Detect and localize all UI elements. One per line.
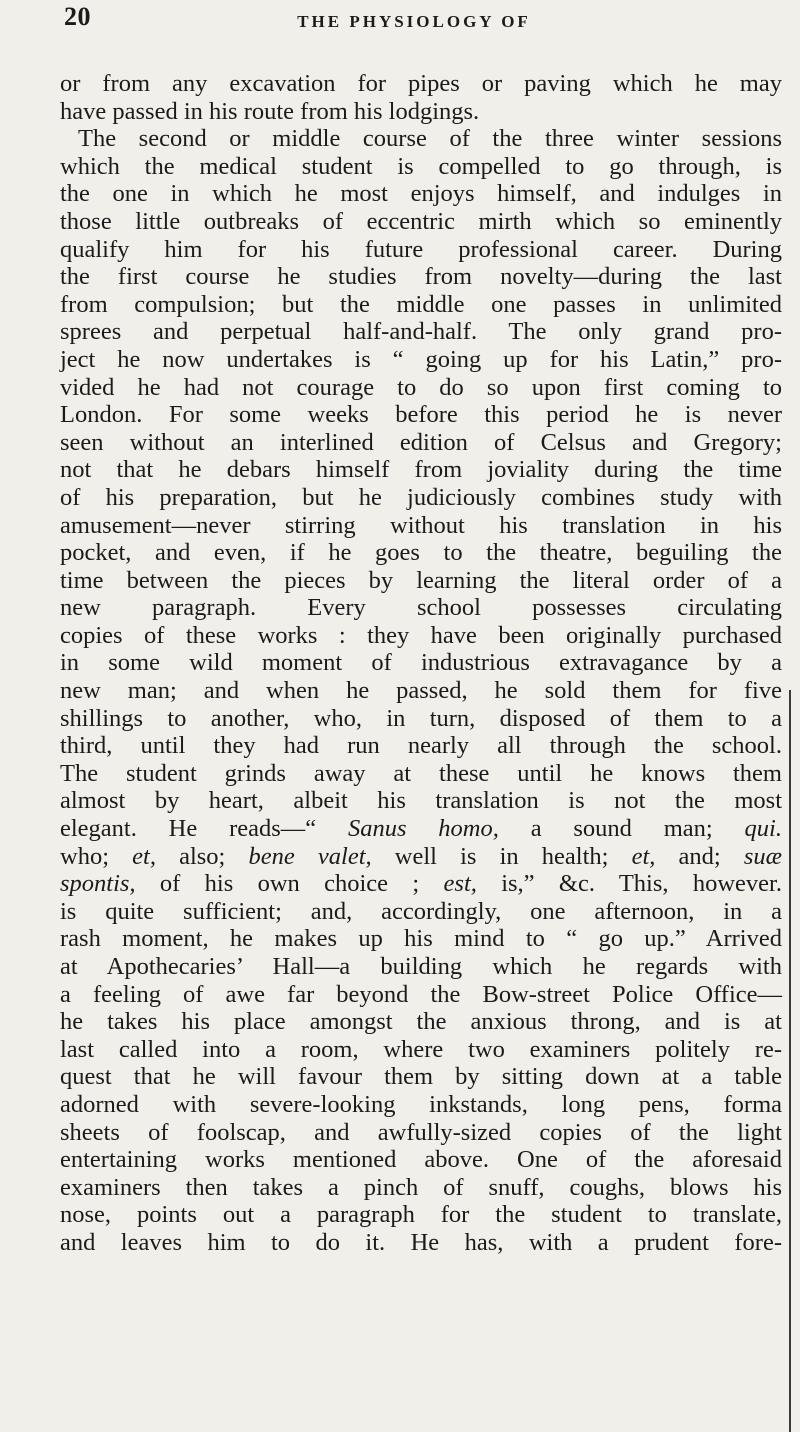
text-line — [60, 1229, 782, 1257]
text-segment: who; — [60, 842, 133, 870]
text-segment: The student grinds away at these until he knows them — [60, 759, 782, 787]
text-segment: adorned with severe-looking inkstands, long pens, forma — [60, 1090, 782, 1118]
text-line — [60, 374, 782, 402]
text-line — [60, 429, 782, 457]
text-line — [60, 677, 782, 705]
text-segment: or from any excavation for pipes or paving which he may — [60, 70, 782, 97]
text-line — [60, 622, 782, 650]
italic-text: Sanus homo, — [347, 815, 499, 843]
text-line — [60, 346, 782, 374]
text-line — [60, 787, 782, 815]
text-segment: also; — [155, 842, 249, 870]
text-segment: examiners then takes a pinch of snuff, coughs, blows his — [60, 1173, 782, 1201]
text-segment: not that he debars himself from joviality during the time — [60, 456, 782, 484]
text-line — [60, 125, 782, 153]
text-line — [60, 870, 782, 898]
running-head: THE PHYSIOLOGY OF — [297, 12, 531, 31]
text-segment: is,” &c. This, however. — [476, 870, 782, 898]
text-line — [60, 180, 782, 208]
text-segment: seen without an interlined edition of Celsus and Gregory; — [60, 428, 782, 456]
text-segment: last called into a room, where two examiners politely re- — [60, 1035, 782, 1063]
text-line — [60, 925, 782, 953]
page-number: 20 — [64, 2, 91, 31]
text-line — [60, 318, 782, 346]
text-segment: he takes his place amongst the anxious throng, and is at — [60, 1008, 782, 1036]
text-segment: qualify him for his future professional career. During — [60, 235, 782, 263]
text-segment: third, until they had run nearly all through the school. — [60, 732, 782, 760]
text-line — [60, 1146, 782, 1174]
text-segment: vided he had not courage to do so upon first coming to — [60, 373, 782, 401]
text-line — [60, 649, 782, 677]
text-segment: elegant. He reads—“ — [60, 815, 348, 843]
text-segment: The second or middle course of the three winter sessions — [78, 125, 782, 153]
text-line — [60, 815, 782, 843]
text-line — [60, 1063, 782, 1091]
text-segment: is quite sufficient; and, accordingly, one afternoon, in a — [60, 897, 782, 925]
text-line — [60, 898, 782, 926]
text-line — [60, 208, 782, 236]
page-edge-rule — [789, 690, 791, 1432]
text-segment: at Apothecaries’ Hall—a building which he regards with — [60, 953, 782, 980]
text-segment: those little outbreaks of eccentric mirth which so eminently — [60, 207, 782, 235]
text-line — [60, 98, 782, 126]
text-segment: and; — [655, 842, 744, 870]
italic-text: suæ — [743, 842, 782, 870]
text-segment: time between the pieces by learning the literal order of a — [60, 566, 782, 594]
text-line — [60, 401, 782, 429]
text-segment: which the medical student is compelled to go through, is — [60, 152, 782, 180]
text-segment: shillings to another, who, in turn, disposed of them to a — [60, 704, 782, 732]
text-segment: sheets of foolscap, and awfully-sized copies of the light — [60, 1118, 782, 1146]
text-line — [60, 760, 782, 788]
text-segment: in some wild moment of industrious extravagance by a — [60, 649, 782, 677]
italic-text: qui. — [744, 815, 782, 843]
text-line — [60, 484, 782, 512]
text-segment: well is in health; — [371, 842, 632, 870]
text-segment: copies of these works : they have been originally purchased — [60, 621, 782, 649]
text-line — [60, 981, 782, 1009]
text-line — [60, 539, 782, 567]
text-segment: almost by heart, albeit his translation is not the most — [60, 787, 782, 815]
text-line — [60, 456, 782, 484]
text-segment: entertaining works mentioned above. One of the aforesaid — [60, 1146, 782, 1174]
text-line — [60, 705, 782, 733]
text-segment: rash moment, he makes up his mind to “ go up.” Arrived — [60, 925, 782, 953]
text-line — [60, 1091, 782, 1119]
text-line — [60, 1201, 782, 1229]
text-line — [60, 1036, 782, 1064]
text-line — [60, 594, 782, 622]
text-line — [60, 1174, 782, 1202]
text-line — [60, 236, 782, 264]
italic-text: est, — [443, 870, 477, 898]
text-line — [60, 953, 782, 981]
text-line — [60, 263, 782, 291]
text-segment: sprees and perpetual half-and-half. The only grand pro- — [60, 318, 782, 346]
text-line — [60, 1008, 782, 1036]
italic-text: spontis, — [60, 870, 136, 898]
text-segment: amusement—never stirring without his translation in his — [60, 511, 782, 539]
text-segment: the one in which he most enjoys himself, and indulges in — [60, 180, 782, 208]
text-line — [60, 1119, 782, 1147]
text-segment: a feeling of awe far beyond the Bow-street Police Office— — [60, 980, 782, 1008]
text-line — [60, 732, 782, 760]
text-line — [60, 567, 782, 595]
text-segment: of his preparation, but he judiciously combines study with — [60, 483, 782, 511]
text-segment: from compulsion; but the middle one passes in unlimited — [60, 290, 782, 318]
text-line — [60, 512, 782, 540]
text-segment: ject he now undertakes is “ going up for his Latin,” pro- — [60, 345, 782, 373]
text-segment: nose, points out a paragraph for the student to translate, — [60, 1201, 782, 1229]
body-text — [60, 70, 782, 1257]
text-segment: new paragraph. Every school possesses circulating — [60, 594, 782, 622]
text-line — [60, 843, 782, 871]
text-segment: and leaves him to do it. He has, with a prudent fore- — [60, 1228, 782, 1256]
text-segment: pocket, and even, if he goes to the theatre, beguiling the — [60, 539, 782, 567]
italic-text: et, — [132, 842, 156, 870]
page-header — [64, 2, 764, 42]
text-line — [60, 153, 782, 181]
text-segment: new man; and when he passed, he sold them for five — [60, 677, 782, 705]
text-segment: a sound man; — [498, 815, 745, 843]
text-segment: London. For some weeks before this period he is never — [60, 401, 782, 429]
italic-text: et, — [631, 842, 656, 870]
text-segment: the first course he studies from novelty—during the last — [60, 263, 782, 291]
text-segment: have passed in his route from his lodgings. — [60, 97, 480, 125]
text-line — [60, 70, 782, 98]
text-segment: quest that he will favour them by sitting down at a table — [60, 1063, 782, 1091]
text-segment: of his own choice ; — [135, 870, 444, 898]
text-line — [60, 291, 782, 319]
italic-text: bene valet, — [248, 842, 372, 870]
